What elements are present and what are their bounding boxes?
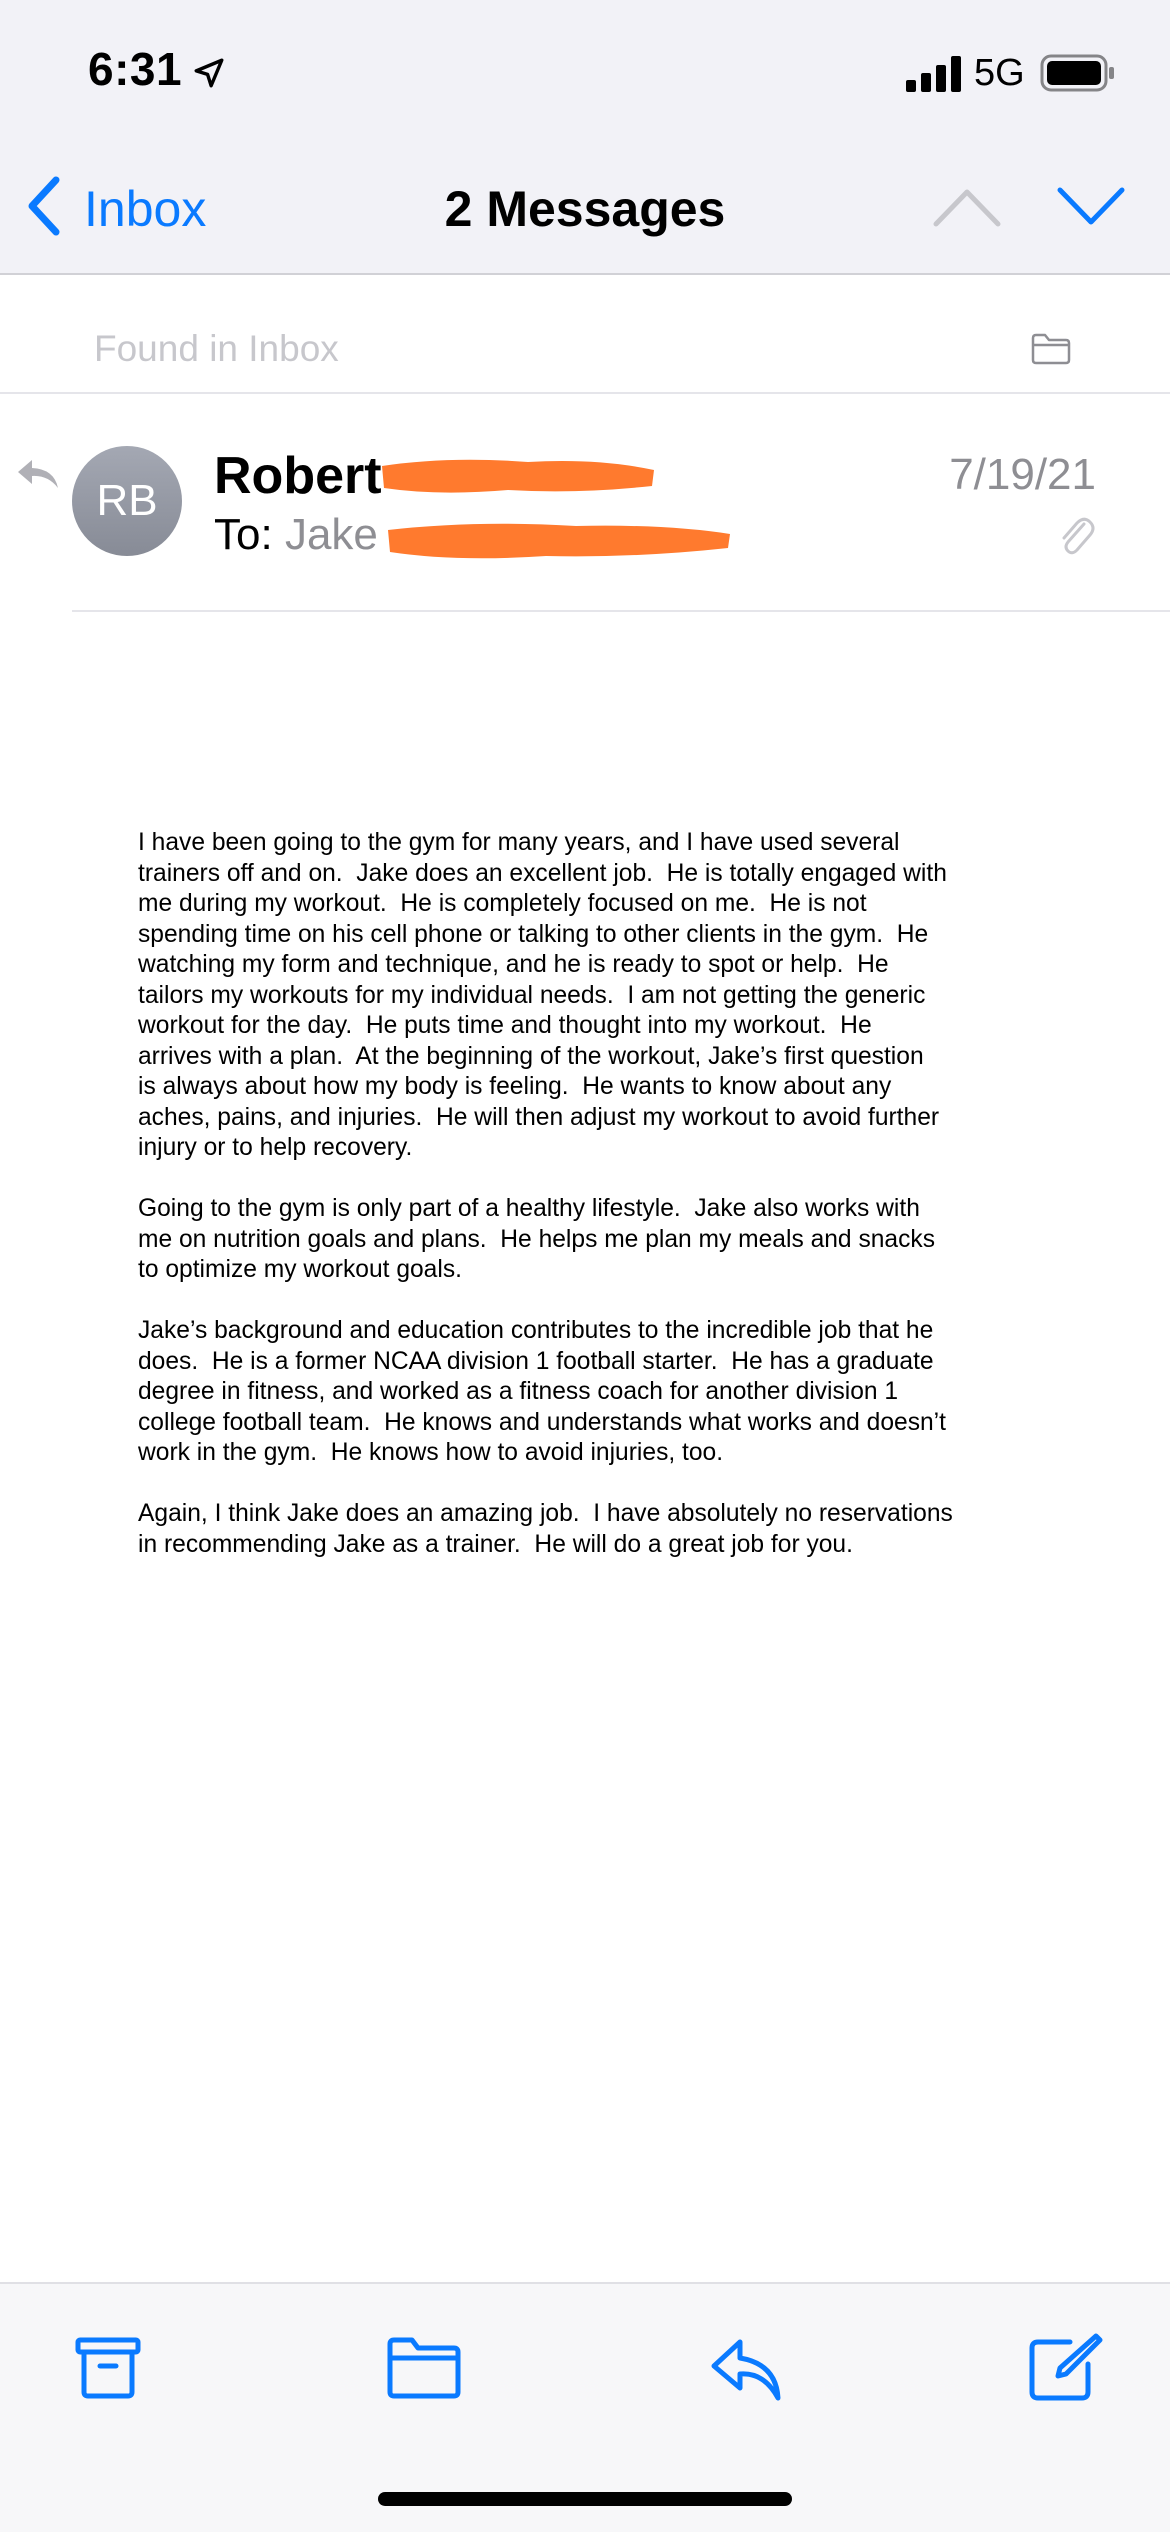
found-in-inbox-bar [0,302,1170,394]
compose-icon[interactable] [1024,2330,1104,2406]
found-in-label: Found in Inbox [94,328,339,369]
recipient-line[interactable] [214,510,378,560]
top-bar [0,0,1170,275]
body-paragraph: Jake’s background and education contributes to the incredible job that he does. He is a former NCAA division 1 football starter. He has a graduate degree in fitness, and worked as a fitness coach for another division 1 college football team. He knows and understands what works and doesn’t work in the gym. He knows how to avoid injuries, too. [138,1317,946,1466]
page-title: 2 Messages [444,181,726,237]
paperclip-icon [1056,514,1096,558]
signal-bars-icon [906,56,962,92]
home-indicator[interactable] [378,2492,792,2506]
header-divider [72,610,1170,612]
replied-indicator-icon [16,456,60,492]
avatar-initials: RB [96,476,158,525]
body-paragraph: Again, I think Jake does an amazing job. I have absolutely no reservations in recommending Jake as a trainer. He will do a great job for you. [138,1500,953,1558]
reply-icon[interactable] [706,2330,786,2406]
sender-name[interactable]: Robert [214,447,382,505]
folder-icon[interactable] [1030,332,1072,366]
location-arrow-icon [192,56,226,90]
body-paragraph: I have been going to the gym for many years, and I have used several trainers off and on. Jake does an excellent job. He is totally engaged with me during my workout. He is completely focused on me. He is not spending time on his cell phone or talking to other clients in the gym. He watching my form and technique, and he is ready to spot or help. He tailors my workouts for my individual needs. I am not getting the generic workout for the day. He puts time and thought into my workout. He arrives with a plan. At the beginning of the workout, Jake’s first question is always about how my body is feeling. He wants to know about any aches, pains, and injuries. He will then adjust my workout to avoid further injury or to help recovery. [138,829,947,1161]
redaction-mark [386,518,732,562]
back-to-inbox-button[interactable]: Inbox [84,181,207,237]
move-folder-icon[interactable] [384,2330,464,2406]
sender-avatar[interactable] [72,446,182,556]
to-label: To: [214,510,273,559]
archive-icon[interactable] [70,2330,150,2406]
recipient-name: Jake [284,510,378,559]
battery-icon [1040,54,1116,92]
message-date: 7/19/21 [949,450,1096,499]
status-time: 6:31 [88,43,183,95]
chevron-up-icon[interactable] [932,184,1002,228]
chevron-down-icon[interactable] [1056,184,1126,228]
body-paragraph: Going to the gym is only part of a healthy lifestyle. Jake also works with me on nutrition goals and plans. He helps me plan my meals and snacks to optimize my workout goals. [138,1195,935,1283]
message-body [138,828,1038,1591]
network-type: 5G [974,52,1025,94]
redaction-mark [378,452,658,498]
